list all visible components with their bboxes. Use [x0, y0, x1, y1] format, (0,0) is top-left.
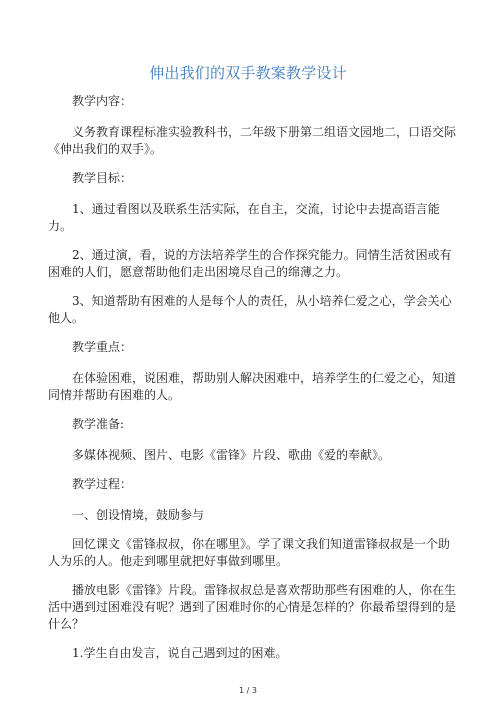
paragraph: 2、通过演，看，说的方法培养学生的合作探究能力。同情生活贫困或有困难的人们，愿意帮助他们走出困境尽自己的绵薄之力。	[48, 248, 452, 279]
paragraph: 回忆课文《雷锋叔叔，你在哪里》。学了课文我们知道雷锋叔叔是一个助人为乐的人。他走到哪里就把好事做到哪里。	[48, 537, 451, 568]
paragraph: 播放电影《雷锋》片段。雷锋叔叔总是喜欢帮助那些有困难的人，你在生活中遇到过困难没有呢？遇到了困难时你的心情是怎样的？你最希望得到的是什么？	[48, 583, 457, 631]
section-heading-preparation: 教学准备:	[72, 417, 125, 431]
paragraph: 3、知道帮助有困难的人是每个人的责任，从小培养仁爱之心，学会关心他人。	[48, 294, 452, 325]
section-heading-content: 教学内容：	[72, 94, 133, 108]
paragraph: 在体验困难，说困难，帮助别人解决困难中，培养学生的仁爱之心，知道同情并帮助有困难的人。	[48, 371, 457, 402]
paragraph: 1.学生自由发言，说自己遇到过的困难。	[72, 646, 288, 660]
page-number: 1 / 3	[239, 686, 257, 695]
document-title: 伸出我们的双手教案教学设计	[149, 64, 347, 82]
paragraph: 1、通过看图以及联系生活实际，在自主，交流，讨论中去提高语言能力。	[48, 202, 440, 233]
document-body	[48, 93, 460, 674]
paragraph: 多媒体视频、图片、电影《雷锋》片段、歌曲《爱的奉献》。	[72, 448, 391, 462]
paragraph: 义务教育课程标准实验教科书，二年级下册第二组语文园地二，口语交际《伸出我们的双手》。	[48, 125, 457, 156]
section-heading-goals: 教学目标：	[72, 171, 133, 185]
section-heading-focus: 教学重点：	[72, 340, 133, 354]
paragraph: 一、创设情境，鼓励参与	[72, 508, 205, 522]
section-heading-process: 教学过程：	[72, 477, 133, 491]
